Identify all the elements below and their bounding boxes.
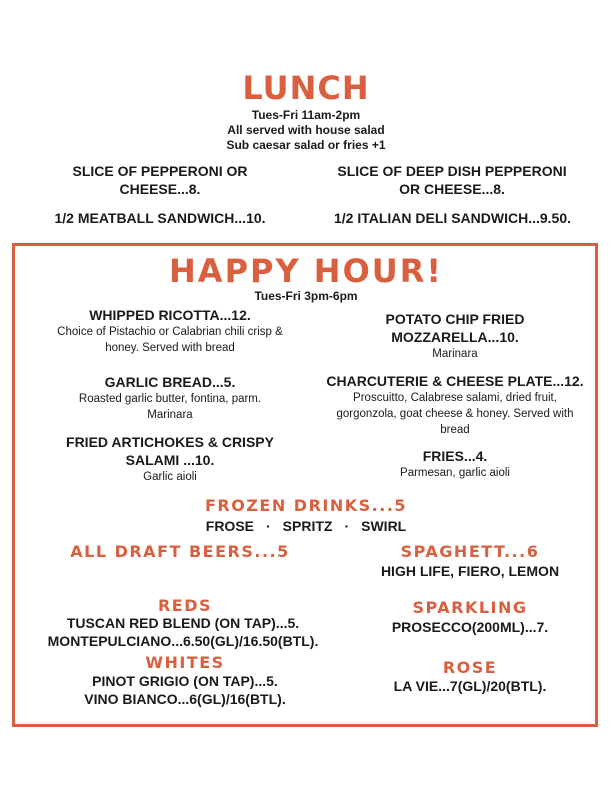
menu-item-whipped-ricotta (25, 306, 315, 356)
reds-title: REDS (157, 596, 213, 615)
lunch-item-meatball: 1/2 MEATBALL SANDWICH...10. (54, 210, 266, 226)
lunch-item-line: CHEESE...8. (119, 181, 201, 197)
lunch-item-line: SLICE OF PEPPERONI OR (72, 163, 248, 179)
happy-hour-title: HAPPY HOUR! (169, 252, 443, 290)
lunch-item-italian-deli: 1/2 ITALIAN DELI SANDWICH...9.50. (334, 210, 571, 226)
item-name: POTATO CHIP FRIED (385, 311, 525, 327)
rose-title: ROSE (442, 658, 498, 677)
item-name: CHARCUTERIE & CHEESE PLATE...12. (326, 373, 584, 389)
item-description: Proscuitto, Calabrese salami, dried fruit, (353, 392, 557, 404)
lunch-note-sub: Sub caesar salad or fries +1 (226, 138, 386, 152)
item-description: Choice of Pistachio or Calabrian chili crisp & (57, 326, 283, 338)
item-description: Marinara (147, 409, 193, 421)
item-name: SALAMI ...10. (125, 452, 215, 468)
frozen-option: SPRITZ (282, 518, 333, 534)
frozen-option: SWIRL (361, 518, 407, 534)
spaghett-flavors: HIGH LIFE, FIERO, LEMON (380, 563, 560, 579)
item-description: Roasted garlic butter, fontina, parm. (78, 393, 262, 405)
wine-line: PINOT GRIGIO (ON TAP)...5. (92, 673, 278, 689)
whites-title: WHITES (145, 653, 225, 672)
wine-line: VINO BIANCO...6(GL)/16(BTL). (84, 691, 286, 707)
frozen-drinks-options (0, 517, 612, 535)
menu-item-charcuterie (307, 372, 603, 438)
separator-dot: · (344, 518, 350, 534)
lunch-item-line: OR CHEESE...8. (399, 181, 505, 197)
sparkling-title: SPARKLING (412, 598, 528, 617)
item-description: bread (440, 424, 470, 436)
reds-list (18, 614, 348, 650)
item-name: FRIED ARTICHOKES & CRISPY (66, 434, 274, 450)
lunch-item-pepperoni (40, 162, 280, 198)
item-name: WHIPPED RICOTTA...12. (89, 307, 251, 323)
lunch-title: LUNCH (242, 69, 370, 107)
menu-item-fried-artichokes (25, 433, 315, 485)
spaghett-title: SPAGHETT...6 (400, 542, 540, 561)
whites-list (25, 672, 345, 708)
separator-dot: · (266, 518, 271, 534)
item-description: Garlic aioli (143, 471, 197, 483)
menu-item-fries (310, 447, 600, 481)
item-description: honey. Served with bread (105, 342, 235, 354)
happy-hour-hours: Tues-Fri 3pm-6pm (254, 289, 358, 303)
lunch-note-salad: All served with house salad (227, 123, 385, 137)
lunch-item-deep-dish (312, 162, 592, 198)
wine-line: MONTEPULCIANO...6.50(GL)/16.50(BTL). (47, 633, 319, 649)
rose-list: LA VIE...7(GL)/20(BTL). (393, 678, 547, 694)
item-name: MOZZARELLA...10. (391, 329, 519, 345)
item-name: FRIES...4. (422, 448, 488, 464)
wine-line: TUSCAN RED BLEND (ON TAP)...5. (66, 615, 300, 631)
lunch-item-line: SLICE OF DEEP DISH PEPPERONI (337, 163, 567, 179)
lunch-hours: Tues-Fri 11am-2pm (251, 108, 361, 122)
item-description: Marinara (432, 348, 478, 360)
item-name: GARLIC BREAD...5. (104, 374, 236, 390)
all-draft-beers-title: ALL DRAFT BEERS...5 (70, 542, 290, 561)
frozen-drinks-title: FROZEN DRINKS...5 (204, 496, 408, 515)
frozen-option: FROSE (205, 518, 254, 534)
item-description: Parmesan, garlic aioli (400, 467, 510, 479)
item-description: gorgonzola, goat cheese & honey. Served with (336, 408, 574, 420)
menu-item-potato-chip-mozzarella (310, 310, 600, 362)
menu-item-garlic-bread (25, 373, 315, 423)
sparkling-list: PROSECCO(200ML)...7. (391, 619, 549, 635)
